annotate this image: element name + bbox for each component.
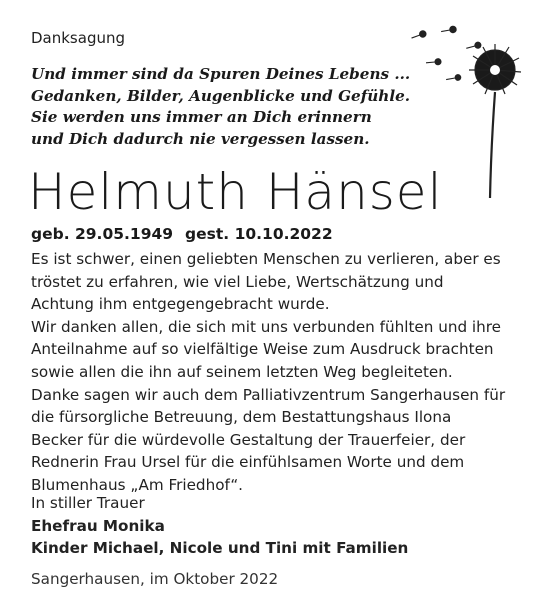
body-line: sowie allen die ihn auf seinem letzten Weg begleiteten. <box>31 362 453 381</box>
body-line: Danke sagen wir auch dem Palliativzentrum Sangerhausen für <box>31 385 506 404</box>
mourners-signoff <box>31 492 408 560</box>
memorial-poem <box>31 64 431 150</box>
body-line: tröstet zu erfahren, wie viel Liebe, Wertschätzung und <box>31 272 444 291</box>
death-date: gest. 10.10.2022 <box>185 225 333 243</box>
body-line: Achtung ihm entgegengebracht wurde. <box>31 295 330 314</box>
poem-line: Und immer sind da Spuren Deines Lebens ... <box>31 65 411 83</box>
poem-line: Gedanken, Bilder, Augenblicke und Gefühle. <box>31 86 411 105</box>
thank-you-text <box>31 248 531 497</box>
place-and-date: Sangerhausen, im Oktober 2022 <box>31 570 279 588</box>
birth-date: geb. 29.05.1949 <box>31 225 174 243</box>
body-line: Wir danken allen, die sich mit uns verbunden fühlten und ihre <box>31 317 502 336</box>
body-line: Es ist schwer, einen geliebten Menschen zu verlieren, aber es <box>31 250 501 268</box>
body-line: Becker für die würdevolle Gestaltung der Trauerfeier, der <box>31 430 466 449</box>
signoff-children: Kinder Michael, Nicole und Tini mit Familien <box>31 539 409 558</box>
notice-type-label: Danksagung <box>31 29 125 47</box>
body-line: Rednerin Frau Ursel für die einfühlsamen Worte und dem <box>31 453 465 472</box>
signoff-intro: In stiller Trauer <box>31 494 145 512</box>
poem-line: und Dich dadurch nie vergessen lassen. <box>31 129 370 148</box>
body-line: die fürsorgliche Betreuung, dem Bestattungshaus Ilona <box>31 408 452 427</box>
body-line: Blumenhaus „Am Friedhof“. <box>31 475 244 494</box>
deceased-name: Helmuth Hänsel <box>28 163 443 221</box>
poem-line: Sie werden uns immer an Dich erinnern <box>31 108 372 126</box>
life-dates <box>31 223 333 245</box>
signoff-spouse: Ehefrau Monika <box>31 516 165 535</box>
body-line: Anteilnahme auf so vielfältige Weise zum Ausdruck brachten <box>31 340 494 359</box>
